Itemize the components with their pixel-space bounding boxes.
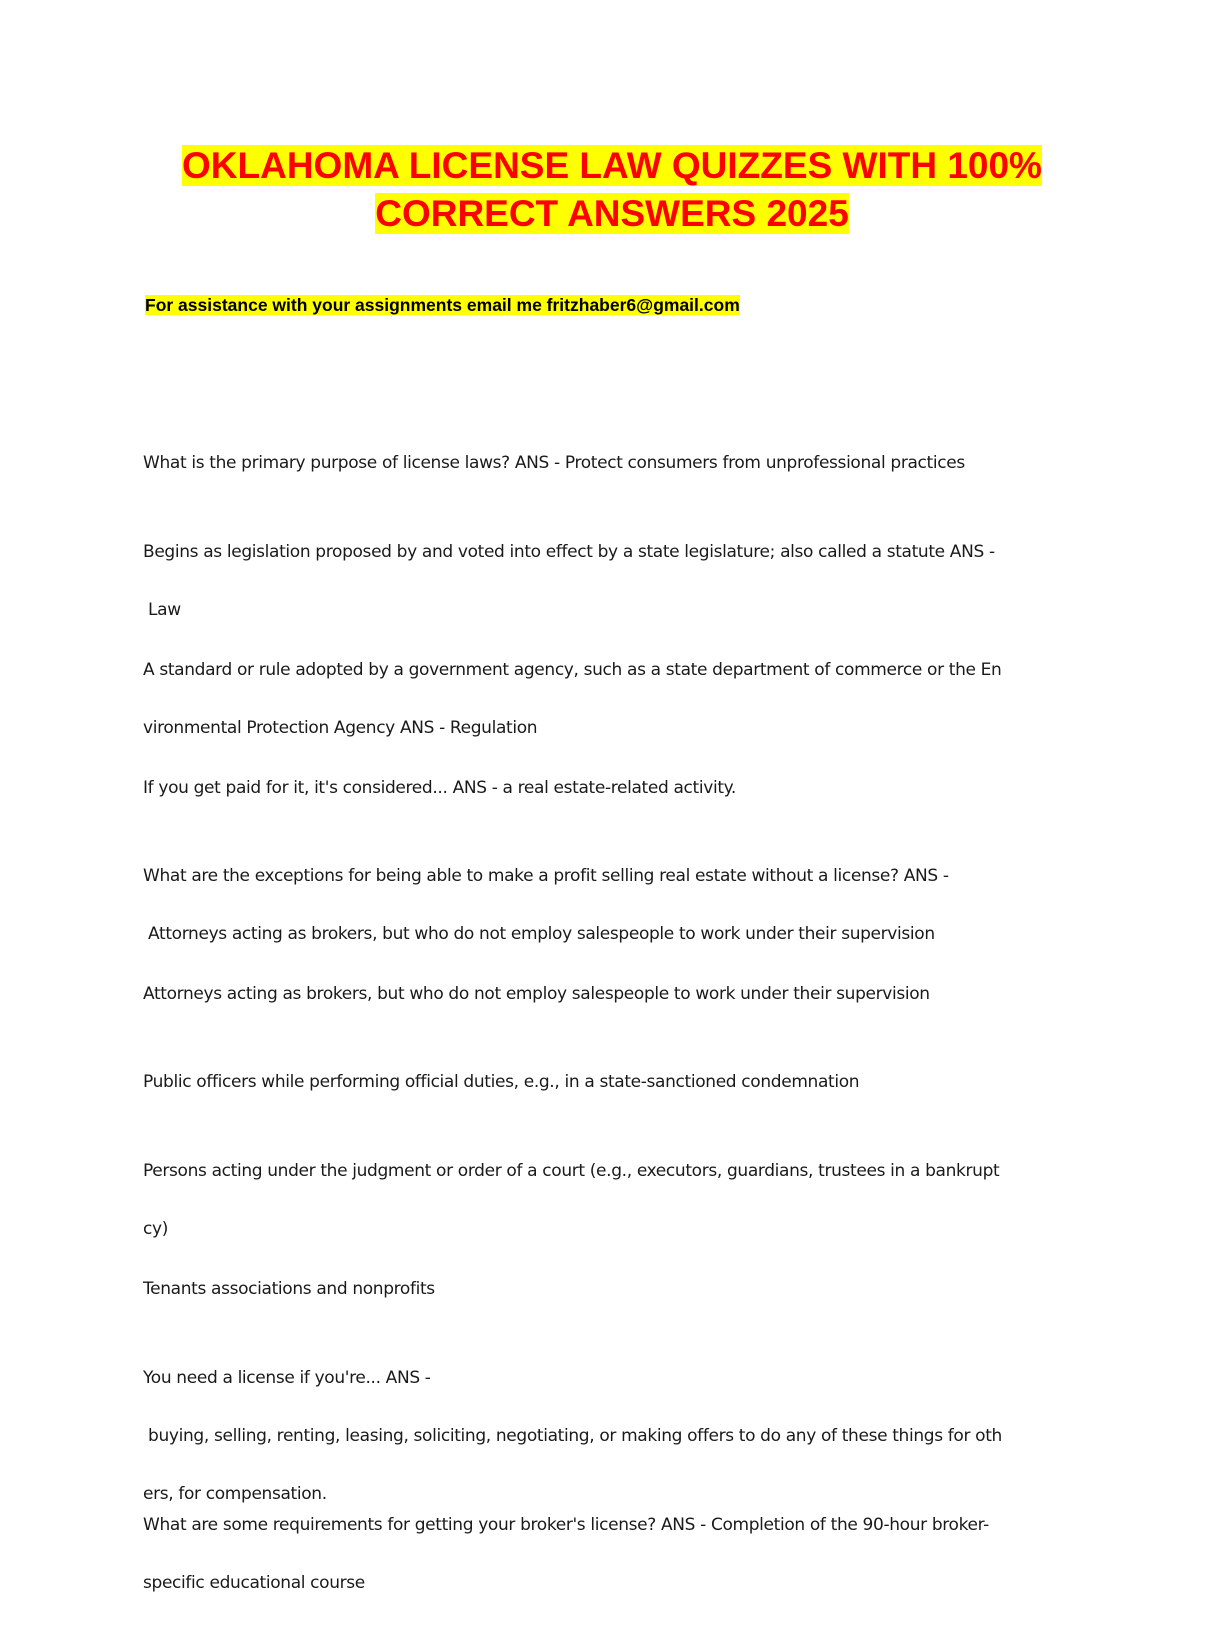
qa-item-1 [143,420,1083,507]
qa-line: Begins as legislation proposed by and voted into effect by a state legislature; also called a statute ANS - [143,542,995,562]
title-highlight-2: CORRECT ANSWERS 2025 [375,193,849,234]
qa-line: specific educational course [143,1573,365,1593]
qa-line: cy) [143,1219,168,1239]
qa-line: You need a license if you're... ANS - [143,1368,431,1388]
qa-line: Attorneys acting as brokers, but who do not employ salespeople to work under their supervision [143,924,935,944]
qa-item-4 [143,745,1083,832]
qa-item-6 [143,951,1083,1038]
qa-line: A standard or rule adopted by a government agency, such as a state department of commerce or the En [143,660,1002,680]
qa-line: Attorneys acting as brokers, but who do not employ salespeople to work under their supervision [143,984,930,1004]
qa-line: Law [143,600,181,620]
qa-line: ers, for compensation. [143,1484,327,1504]
assistance-note [145,292,740,318]
qa-line: Tenants associations and nonprofits [143,1279,435,1299]
document-title-line-1 [130,142,1094,190]
qa-item-7 [143,1039,1083,1126]
qa-line: Persons acting under the judgment or order of a court (e.g., executors, guardians, trustees in a bankrupt [143,1161,1000,1181]
qa-line: What are the exceptions for being able to make a profit selling real estate without a license? ANS - [143,866,949,886]
qa-line: Public officers while performing official duties, e.g., in a state-sanctioned condemnation [143,1072,860,1092]
qa-line: vironmental Protection Agency ANS - Regulation [143,718,538,738]
qa-item-11 [143,1482,1083,1627]
title-highlight-1: OKLAHOMA LICENSE LAW QUIZZES WITH 100% [182,145,1042,186]
document-title-line-2 [130,190,1094,238]
assistance-highlight: For assistance with your assignments email me fritzhaber6@gmail.com [145,295,740,315]
qa-line: buying, selling, renting, leasing, soliciting, negotiating, or making offers to do any of these things for oth [143,1426,1002,1446]
qa-line: What are some requirements for getting your broker's license? ANS - Completion of the 90-hour broker- [143,1515,989,1535]
qa-line: If you get paid for it, it's considered... ANS - a real estate-related activity. [143,778,736,798]
qa-line: What is the primary purpose of license laws? ANS - Protect consumers from unprofessional practices [143,453,965,473]
qa-item-9 [143,1246,1083,1333]
